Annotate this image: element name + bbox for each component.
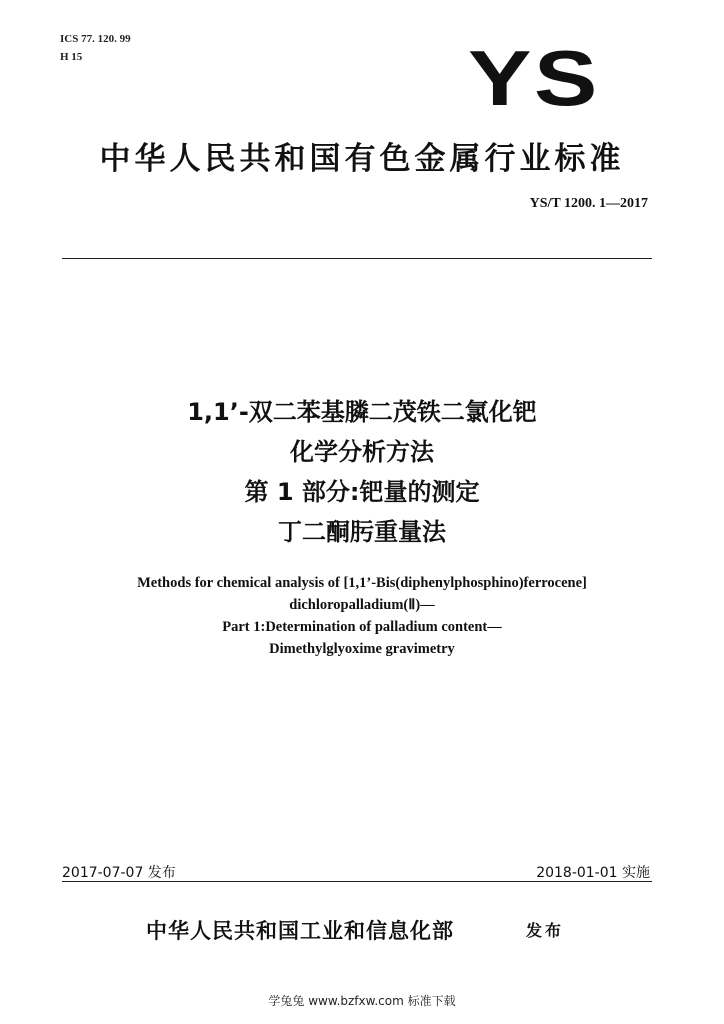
standard-number: YS/T 1200. 1—2017 <box>529 196 648 211</box>
ys-logo: YS <box>468 34 600 122</box>
watermark-text: 学兔兔 www.bzfxw.com 标准下载 <box>268 994 456 1008</box>
english-title <box>0 572 724 660</box>
ccs-code: H 15 <box>60 51 83 63</box>
english-title-line-3: Part 1:Determination of palladium content— <box>222 619 502 635</box>
implementation-date: 2018-01-01 实施 <box>536 865 650 881</box>
classification-codes <box>60 30 131 66</box>
chinese-title-line-1: 1,1’-双二苯基膦二茂铁二氯化钯 <box>187 398 537 426</box>
english-title-line-2: dichloropalladium(Ⅱ)— <box>289 597 435 613</box>
chinese-title <box>0 392 724 552</box>
issuing-authority: 中华人民共和国工业和信息化部 <box>146 918 454 943</box>
chinese-title-line-2: 化学分析方法 <box>290 438 434 466</box>
issue-date: 2017-07-07 发布 <box>62 865 176 881</box>
footer-divider <box>62 881 652 882</box>
header-divider <box>62 258 652 259</box>
issuing-action: 发布 <box>526 921 565 940</box>
chinese-title-line-3: 第 1 部分:钯量的测定 <box>244 478 480 506</box>
english-title-line-4: Dimethylglyoxime gravimetry <box>269 641 455 657</box>
chinese-title-line-4: 丁二酮肟重量法 <box>278 518 446 546</box>
standard-title: 中华人民共和国有色金属行业标准 <box>99 141 625 177</box>
english-title-line-1: Methods for chemical analysis of [1,1’-Bis(diphenylphosphino)ferrocene] <box>137 575 587 591</box>
ics-code: ICS 77. 120. 99 <box>60 33 131 45</box>
